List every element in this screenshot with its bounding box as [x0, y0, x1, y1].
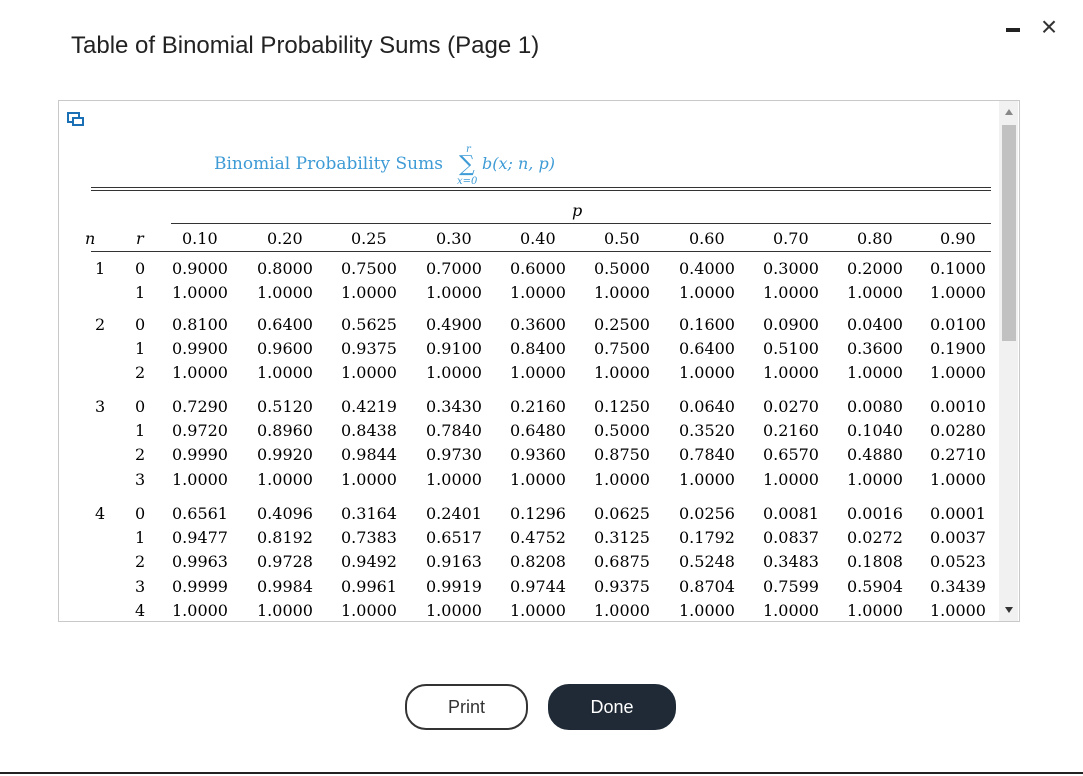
probability-cell: 1.0000	[510, 469, 566, 489]
probability-cell: 0.8960	[257, 421, 313, 441]
probability-cell: 1.0000	[594, 283, 650, 303]
p-header: 0.10	[182, 229, 218, 248]
probability-cell: 0.0001	[930, 504, 986, 523]
probability-cell: 0.5625	[341, 315, 397, 334]
probability-cell: 0.7500	[594, 339, 650, 359]
probability-cell: 0.9920	[257, 445, 313, 465]
probability-cell: 0.2160	[763, 421, 819, 441]
probability-cell: 1.0000	[341, 363, 397, 383]
probability-cell: 0.1296	[510, 504, 566, 523]
top-rule	[91, 187, 991, 188]
window-bottom-border	[0, 772, 1083, 774]
probability-cell: 0.0640	[679, 397, 735, 416]
p-header: 0.60	[689, 229, 725, 248]
probability-cell: 0.9720	[172, 421, 228, 441]
n-value: 1	[95, 259, 106, 278]
r-value: 1	[135, 421, 146, 441]
probability-cell: 0.5120	[257, 397, 313, 416]
probability-cell: 0.1000	[930, 259, 986, 278]
probability-cell: 1.0000	[257, 363, 313, 383]
probability-cell: 1.0000	[763, 363, 819, 383]
probability-cell: 1.0000	[763, 600, 819, 620]
probability-cell: 0.0837	[763, 528, 819, 548]
p-header: 0.20	[267, 229, 303, 248]
probability-cell: 0.2000	[847, 259, 903, 278]
probability-cell: 0.6570	[763, 445, 819, 465]
probability-cell: 1.0000	[510, 363, 566, 383]
r-value: 3	[135, 576, 146, 596]
p-header: 0.50	[604, 229, 640, 248]
probability-cell: 0.1808	[847, 552, 903, 572]
probability-cell: 0.6400	[679, 339, 735, 359]
probability-cell: 0.3125	[594, 528, 650, 548]
probability-cell: 0.0272	[847, 528, 903, 548]
dialog-title: Table of Binomial Probability Sums (Page 1)	[71, 32, 540, 59]
done-button[interactable]: Done	[548, 684, 676, 730]
probability-cell: 1.0000	[426, 283, 482, 303]
top-rule-double	[91, 190, 991, 191]
probability-cell: 0.5248	[679, 552, 735, 572]
probability-cell: 0.4752	[510, 528, 566, 548]
probability-cell: 0.7500	[341, 259, 397, 278]
probability-cell: 0.9360	[510, 445, 566, 465]
probability-cell: 1.0000	[594, 469, 650, 489]
probability-cell: 0.0280	[930, 421, 986, 441]
p-header: 0.30	[436, 229, 472, 248]
probability-cell: 0.9961	[341, 576, 397, 596]
probability-cell: 1.0000	[930, 469, 986, 489]
p-header: 0.70	[773, 229, 809, 248]
probability-cell: 0.5904	[847, 576, 903, 596]
probability-cell: 0.9100	[426, 339, 482, 359]
probability-cell: 0.2160	[510, 397, 566, 416]
r-value: 3	[135, 469, 146, 489]
probability-cell: 0.7000	[426, 259, 482, 278]
p-header: 0.90	[940, 229, 976, 248]
probability-cell: 0.8100	[172, 315, 228, 334]
probability-cell: 0.3520	[679, 421, 735, 441]
probability-cell: 0.9744	[510, 576, 566, 596]
r-value: 0	[135, 259, 146, 278]
col-r-header: r	[136, 229, 144, 248]
probability-cell: 0.0037	[930, 528, 986, 548]
probability-cell: 0.6875	[594, 552, 650, 572]
r-value: 2	[135, 363, 146, 383]
probability-cell: 0.9919	[426, 576, 482, 596]
r-value: 2	[135, 552, 146, 572]
close-button[interactable]	[1034, 12, 1064, 42]
probability-cell: 0.9000	[172, 259, 228, 278]
probability-cell: 1.0000	[341, 469, 397, 489]
probability-cell: 1.0000	[510, 283, 566, 303]
probability-cell: 1.0000	[679, 600, 735, 620]
probability-cell: 0.7840	[679, 445, 735, 465]
probability-cell: 1.0000	[172, 363, 228, 383]
table-heading: Binomial Probability Sums	[214, 154, 443, 174]
close-icon: ×	[1040, 11, 1058, 42]
probability-cell: 0.7599	[763, 576, 819, 596]
probability-cell: 0.6561	[172, 504, 228, 523]
table-viewer	[58, 100, 1020, 622]
probability-cell: 1.0000	[172, 600, 228, 620]
probability-cell: 0.9900	[172, 339, 228, 359]
probability-cell: 0.5100	[763, 339, 819, 359]
probability-cell: 0.3600	[847, 339, 903, 359]
probability-cell: 1.0000	[341, 283, 397, 303]
r-value: 0	[135, 397, 146, 416]
probability-cell: 1.0000	[426, 469, 482, 489]
probability-cell: 0.0400	[847, 315, 903, 334]
probability-cell: 0.6000	[510, 259, 566, 278]
r-value: 1	[135, 283, 146, 303]
r-value: 1	[135, 339, 146, 359]
probability-cell: 0.6400	[257, 315, 313, 334]
p-header: 0.80	[857, 229, 893, 248]
probability-cell: 1.0000	[930, 363, 986, 383]
probability-cell: 0.2710	[930, 445, 986, 465]
n-value: 3	[95, 397, 106, 416]
p-rule	[171, 223, 991, 224]
probability-cell: 1.0000	[594, 363, 650, 383]
probability-cell: 0.8750	[594, 445, 650, 465]
header-rule	[91, 251, 991, 252]
copy-icon[interactable]	[67, 112, 81, 124]
minimize-button[interactable]	[998, 12, 1028, 42]
probability-cell: 0.9163	[426, 552, 482, 572]
probability-cell: 0.9990	[172, 445, 228, 465]
probability-cell: 0.0016	[847, 504, 903, 523]
probability-cell: 0.8704	[679, 576, 735, 596]
probability-cell: 1.0000	[257, 600, 313, 620]
probability-cell: 0.3483	[763, 552, 819, 572]
probability-cell: 0.1040	[847, 421, 903, 441]
n-value: 4	[95, 504, 106, 523]
probability-cell: 1.0000	[426, 363, 482, 383]
probability-cell: 0.8000	[257, 259, 313, 278]
probability-cell: 0.0081	[763, 504, 819, 523]
probability-cell: 1.0000	[763, 283, 819, 303]
probability-cell: 1.0000	[510, 600, 566, 620]
probability-cell: 1.0000	[930, 600, 986, 620]
probability-cell: 1.0000	[847, 600, 903, 620]
probability-cell: 1.0000	[426, 600, 482, 620]
probability-cell: 0.0010	[930, 397, 986, 416]
r-value: 0	[135, 504, 146, 523]
probability-cell: 1.0000	[594, 600, 650, 620]
probability-cell: 0.3600	[510, 315, 566, 334]
probability-cell: 0.3430	[426, 397, 482, 416]
print-button[interactable]: Print	[405, 684, 528, 730]
probability-cell: 0.9963	[172, 552, 228, 572]
r-value: 1	[135, 528, 146, 548]
probability-cell: 0.9375	[341, 339, 397, 359]
probability-cell: 0.4000	[679, 259, 735, 278]
summation-symbol: r ∑ x=0	[457, 144, 478, 187]
probability-cell: 0.8208	[510, 552, 566, 572]
probability-cell: 0.0080	[847, 397, 903, 416]
probability-cell: 1.0000	[847, 283, 903, 303]
scroll-up-icon[interactable]	[1005, 109, 1013, 115]
probability-cell: 1.0000	[679, 469, 735, 489]
probability-cell: 0.0100	[930, 315, 986, 334]
probability-cell: 1.0000	[679, 363, 735, 383]
probability-cell: 0.7383	[341, 528, 397, 548]
probability-cell: 0.9375	[594, 576, 650, 596]
probability-cell: 1.0000	[341, 600, 397, 620]
probability-cell: 1.0000	[257, 469, 313, 489]
probability-cell: 0.4900	[426, 315, 482, 334]
probability-cell: 0.2500	[594, 315, 650, 334]
probability-cell: 0.8438	[341, 421, 397, 441]
probability-cell: 0.3164	[341, 504, 397, 523]
probability-cell: 0.5000	[594, 259, 650, 278]
probability-cell: 0.3000	[763, 259, 819, 278]
probability-cell: 0.2401	[426, 504, 482, 523]
probability-cell: 0.1600	[679, 315, 735, 334]
probability-cell: 0.0625	[594, 504, 650, 523]
probability-cell: 1.0000	[257, 283, 313, 303]
probability-cell: 0.0523	[930, 552, 986, 572]
scrollbar-thumb[interactable]	[1002, 125, 1016, 341]
probability-cell: 0.9984	[257, 576, 313, 596]
p-header: 0.40	[520, 229, 556, 248]
probability-cell: 0.7290	[172, 397, 228, 416]
r-value: 4	[135, 600, 146, 620]
r-value: 2	[135, 445, 146, 465]
probability-cell: 0.9477	[172, 528, 228, 548]
r-value: 0	[135, 315, 146, 334]
probability-cell: 0.9730	[426, 445, 482, 465]
probability-cell: 0.6517	[426, 528, 482, 548]
probability-cell: 0.1250	[594, 397, 650, 416]
probability-cell: 0.6480	[510, 421, 566, 441]
probability-cell: 0.4219	[341, 397, 397, 416]
probability-cell: 1.0000	[847, 363, 903, 383]
probability-cell: 0.4880	[847, 445, 903, 465]
probability-cell: 0.8192	[257, 528, 313, 548]
probability-cell: 0.9492	[341, 552, 397, 572]
col-n-header: n	[85, 229, 96, 248]
table-heading-formula: b(x; n, p)	[482, 154, 555, 173]
p-label: p	[572, 201, 583, 220]
probability-cell: 0.9600	[257, 339, 313, 359]
probability-cell: 0.8400	[510, 339, 566, 359]
probability-cell: 0.3439	[930, 576, 986, 596]
probability-cell: 0.7840	[426, 421, 482, 441]
probability-cell: 1.0000	[679, 283, 735, 303]
probability-cell: 0.0256	[679, 504, 735, 523]
probability-cell: 0.1792	[679, 528, 735, 548]
probability-cell: 0.9999	[172, 576, 228, 596]
probability-cell: 1.0000	[847, 469, 903, 489]
probability-cell: 0.1900	[930, 339, 986, 359]
scroll-down-icon[interactable]	[1005, 607, 1013, 613]
probability-cell: 1.0000	[930, 283, 986, 303]
n-value: 2	[95, 315, 106, 334]
probability-cell: 1.0000	[172, 283, 228, 303]
probability-cell: 1.0000	[763, 469, 819, 489]
probability-cell: 0.9728	[257, 552, 313, 572]
p-header: 0.25	[351, 229, 387, 248]
probability-cell: 0.5000	[594, 421, 650, 441]
probability-cell: 0.4096	[257, 504, 313, 523]
probability-cell: 0.0270	[763, 397, 819, 416]
probability-cell: 1.0000	[172, 469, 228, 489]
probability-cell: 0.0900	[763, 315, 819, 334]
probability-cell: 0.9844	[341, 445, 397, 465]
